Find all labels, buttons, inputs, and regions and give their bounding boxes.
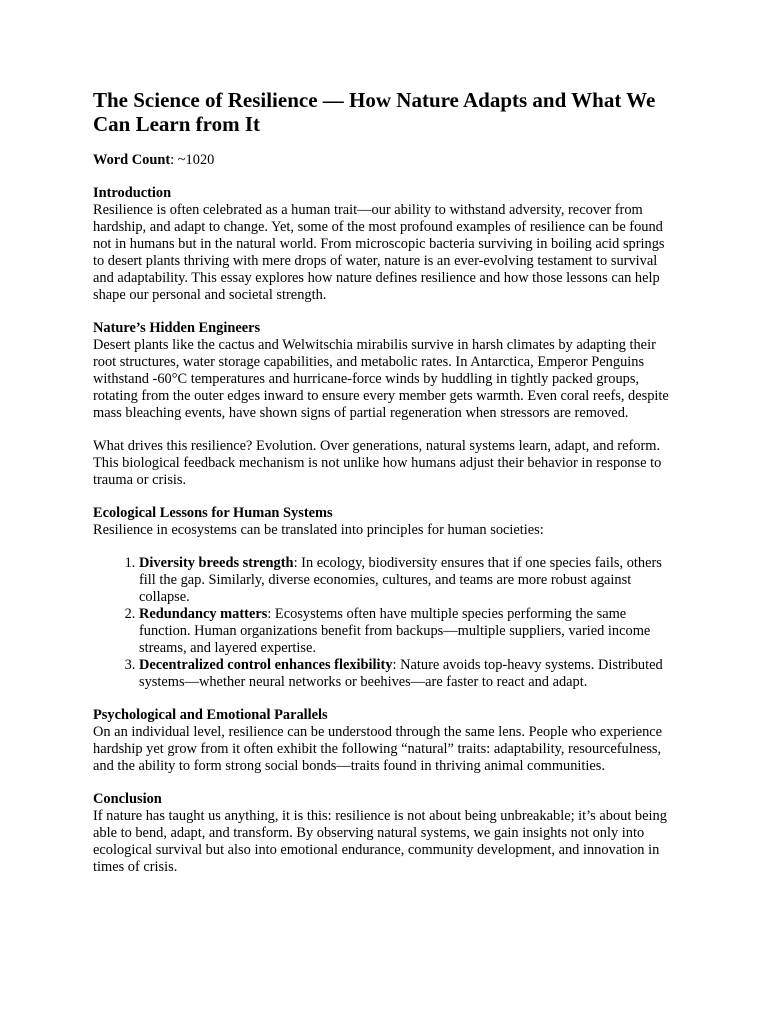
list-item xyxy=(139,606,678,657)
list-item-text: : In ecology, biodiversity ensures that if one species fails, others fill the gap. Similarly, diverse economies, cultures, and teams are more robust against collapse. xyxy=(139,555,662,605)
ecological-lessons-intro: Resilience in ecosystems can be translated into principles for human societies: xyxy=(93,522,544,538)
list-item xyxy=(139,657,678,691)
section-introduction xyxy=(93,185,678,304)
list-item xyxy=(139,555,678,606)
section-conclusion xyxy=(93,791,678,876)
hidden-engineers-paragraph-1: Desert plants like the cactus and Welwitschia mirabilis survive in harsh climates by adapting their root structures, water storage capabilities, and metabolic rates. In Antarctica, Emperor Penguins withstand -60°C temperatures and hurricane-force winds by huddling in tightly packed groups, rotating from the outer edges inward to ensure every member gets warmth. Even coral reefs, despite mass bleaching events, have shown signs of partial regeneration when stressors are removed. xyxy=(93,337,669,421)
list-item-term: Redundancy matters xyxy=(139,606,268,622)
section-heading-hidden-engineers: Nature’s Hidden Engineers xyxy=(93,320,261,336)
list-item-text: : Nature avoids top-heavy systems. Distributed systems—whether neural networks or beehives—are faster to react and adapt. xyxy=(139,657,663,690)
list-item-term: Diversity breeds strength xyxy=(139,555,294,571)
list-item-term: Decentralized control enhances flexibility xyxy=(139,657,393,673)
hidden-engineers-paragraph-2: What drives this resilience? Evolution. Over generations, natural systems learn, adapt, and reform. This biological feedback mechanism is not unlike how humans adjust their behavior in response to trauma or crisis. xyxy=(93,438,662,488)
section-hidden-engineers xyxy=(93,320,678,489)
section-heading-introduction: Introduction xyxy=(93,185,172,201)
introduction-paragraph: Resilience is often celebrated as a human trait—our ability to withstand adversity, recover from hardship, and adapt to change. Yet, some of the most profound examples of resilience can be found not in humans but in the natural world. From microscopic bacteria surviving in boiling acid springs to desert plants thriving with mere drops of water, nature is an ever-evolving testament to survival and adaptability. This essay explores how nature defines resilience and how those lessons can help shape our personal and societal strength. xyxy=(93,202,665,303)
section-heading-psychological-parallels: Psychological and Emotional Parallels xyxy=(93,707,328,723)
word-count-value: : ~1020 xyxy=(170,152,215,168)
lessons-list xyxy=(93,555,678,691)
section-psychological-parallels xyxy=(93,707,678,775)
document-title: The Science of Resilience — How Nature Adapts and What We Can Learn from It xyxy=(93,88,656,136)
section-heading-conclusion: Conclusion xyxy=(93,791,162,807)
section-heading-ecological-lessons: Ecological Lessons for Human Systems xyxy=(93,505,333,521)
section-ecological-lessons xyxy=(93,505,678,691)
word-count xyxy=(93,152,678,169)
list-item-text: : Ecosystems often have multiple species performing the same function. Human organizations benefit from backups—multiple suppliers, varied income streams, and layered expertise. xyxy=(139,606,651,656)
document-page xyxy=(93,88,678,876)
conclusion-paragraph: If nature has taught us anything, it is this: resilience is not about being unbreakable; it’s about being able to bend, adapt, and transform. By observing natural systems, we gain insights not only into ecological survival but also into emotional endurance, community development, and innovation in times of crisis. xyxy=(93,808,667,875)
word-count-label: Word Count xyxy=(93,152,171,168)
psychological-parallels-paragraph: On an individual level, resilience can be understood through the same lens. People who experience hardship yet grow from it often exhibit the following “natural” traits: adaptability, resourcefulness, and the ability to form strong social bonds—traits found in thriving animal communities. xyxy=(93,724,663,774)
